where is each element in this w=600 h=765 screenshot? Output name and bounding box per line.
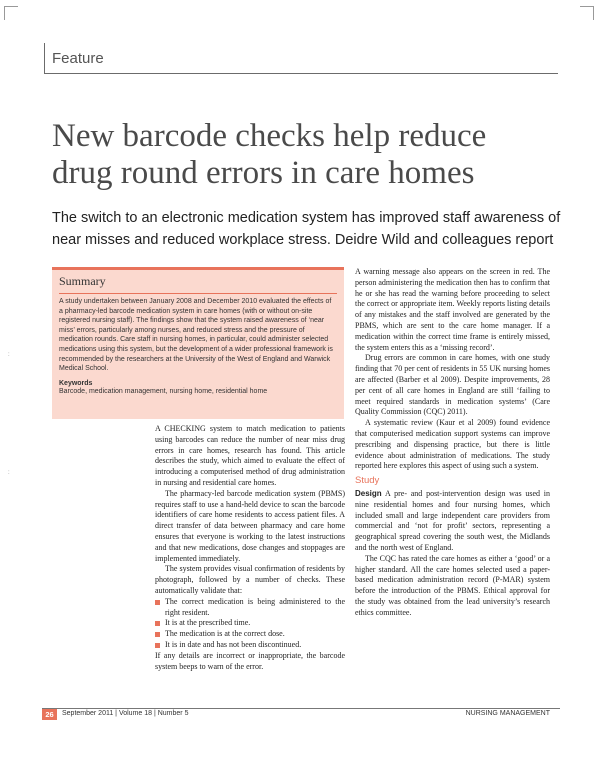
- keywords-title: Keywords: [59, 379, 93, 387]
- bullet-square-icon: [155, 632, 160, 637]
- body-paragraph: A systematic review (Kaur et al 2009) found evidence that computerised medication support systems can improve prescribing and dispensing practice, but there is little evidence about administration of medications. The study reported here explores this aspect of using such a system.: [355, 418, 550, 471]
- design-paragraph: [355, 489, 550, 554]
- body-paragraph: A warning message also appears on the screen in red. The person administering the medication then has to confirm that he or she has read the warning before proceeding to select the correct or appropriate item. Weekly reports listing details of any mistakes and the staff involved are generated by the PBMS, which are sent to the care home manager. If a medication within the correct time frame is entirely missed, the system enters this as a ‘missing record’.: [355, 267, 550, 352]
- issue-info: September 2011 | Volume 18 | Number 5: [62, 710, 189, 717]
- bullet-square-icon: [155, 621, 160, 626]
- crop-mark-top-right: [580, 6, 594, 20]
- page-number: 26: [42, 709, 57, 720]
- body-paragraph: The CQC has rated the care homes as either a ‘good’ or a higher standard. All the care homes selected used a paper-based medication administration record (P-MAR) system before the introduction of the PBMS. Ethical approval for the study was obtained from the lead university’s research ethics committee.: [355, 553, 550, 617]
- design-lead: Design: [355, 488, 382, 498]
- body-paragraph: Drug errors are common in care homes, with one study finding that 70 per cent of residents in 55 UK nursing homes are affected (Barber et al 2009). Despite improvements, 28 per cent of all care homes in England are still ‘failing to meet required standards in medication systems’ (Care Quality Commission (CQC) 2011).: [355, 353, 550, 417]
- list-item: The correct medication is being administered to the right resident.: [155, 597, 345, 619]
- summary-box: [52, 267, 344, 419]
- section-rule: [44, 73, 558, 74]
- list-item: It is in date and has not been discontinued.: [155, 640, 345, 651]
- bullet-square-icon: [155, 643, 160, 648]
- body-paragraph: The system provides visual confirmation of residents by photograph, followed by a number of checks. These automatically validate that:: [155, 564, 345, 595]
- list-item: The medication is at the correct dose.: [155, 629, 345, 640]
- registration-mark: :: [8, 470, 10, 476]
- validation-list: [155, 597, 345, 651]
- body-paragraph: If any details are incorrect or inappropriate, the barcode system beeps to warn of the error.: [155, 650, 345, 671]
- summary-rule: [59, 293, 337, 294]
- body-column-middle: [155, 424, 345, 672]
- crop-mark-top-left: [4, 6, 18, 20]
- page-footer: [42, 708, 560, 719]
- list-item: It is at the prescribed time.: [155, 618, 345, 629]
- body-paragraph: A CHECKING system to match medication to patients using barcodes can reduce the number of near miss drug errors in care homes, research has found. This article describes the study, which aimed to evaluate the effect of introducing a computerised method of drug administration in nursing and residential care homes.: [155, 424, 345, 487]
- headline: New barcode checks help reduce drug round errors in care homes: [52, 118, 487, 191]
- summary-title: Summary: [59, 274, 106, 288]
- section-rule-left: [44, 43, 45, 73]
- standfirst: The switch to an electronic medication system has improved staff awareness of near misses and reduced workplace stress. Deidre Wild and colleagues report: [52, 210, 561, 248]
- bullet-square-icon: [155, 600, 160, 605]
- design-text: A pre- and post-intervention design was used in nine residential homes and four nursing homes, which included small and large independent care providers from commercial and ‘not for profit’ sectors, representing a geographical spread covering the south west, the Midlands and the north west of England.: [355, 488, 550, 552]
- section-label: Feature: [52, 50, 104, 67]
- magazine-name: NURSING MANAGEMENT: [465, 710, 550, 717]
- summary-text: A study undertaken between January 2008 and December 2010 evaluated the effects of a pharmacy-led barcode medication system in care homes (with or without on-site registered nursing staff). The findings show that the system raised awareness of ‘near miss’ errors, particularly among nurses, and reduced stress and the pressure of medication rounds. Care staff in nursing homes, in particular, could administer selected medications using this system, but the development of a wider professional framework is recommended by the researchers at the University of the West of England and Warwick Medical School.: [59, 298, 333, 373]
- keywords-text: Barcode, medication management, nursing home, residential home: [59, 387, 268, 395]
- registration-mark: :: [8, 352, 10, 358]
- study-heading: Study: [355, 475, 380, 487]
- body-paragraph: The pharmacy-led barcode medication system (PBMS) requires staff to use a hand-held device to scan the barcode identifiers of care home residents to access patient files. A direct transfer of data between pharmacy and care home ensures that everyone is working to the latest instructions and that new medications, dose changes and stoppages are implemented immediately.: [155, 488, 345, 563]
- body-column-right: [355, 267, 550, 619]
